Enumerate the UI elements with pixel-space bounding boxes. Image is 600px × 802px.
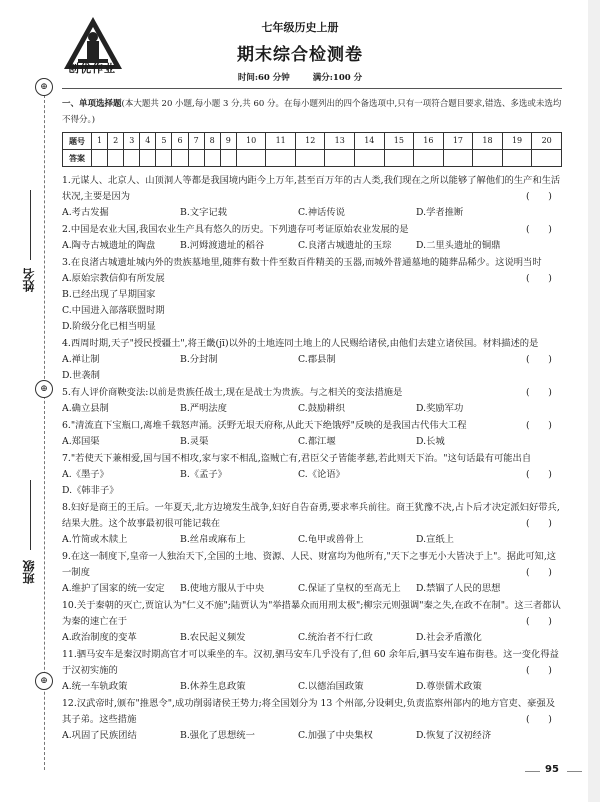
answer-cell[interactable] [443, 150, 473, 167]
option-list [62, 205, 564, 221]
answer-parentheses[interactable]: ( ) [526, 420, 552, 431]
answer-table-number: 5 [156, 133, 172, 150]
option-item[interactable]: D.奖励军功 [416, 403, 464, 414]
answer-table-number: 12 [295, 133, 325, 150]
question-item [62, 336, 564, 384]
question-stem [62, 647, 564, 679]
question-text: 6."清流直下宝瓶口,离堆千载怒声涌。沃野无垠天府称,从此天下绝饿殍"反映的是我国古代伟大工程 [62, 420, 467, 431]
answer-table-number: 20 [532, 133, 562, 150]
question-stem [62, 500, 564, 532]
option-item[interactable]: D.社会矛盾激化 [416, 632, 482, 643]
question-text: 11.驷马安车是秦汉时期高官才可以乘坐的车。汉初,驷马安车几乎没有了,但 60 余年后,驷马安车遍布街巷。这一变化得益于汉初实施的 [62, 649, 559, 676]
exam-content [62, 97, 564, 745]
question-text: 2.中国是农业大国,我国农业生产具有悠久的历史。下列遗存可考证原始农业发展的是 [62, 224, 409, 235]
exam-subtitle: 七年级历史上册 [261, 21, 339, 34]
option-item[interactable]: D.长城 [416, 436, 445, 447]
option-item[interactable]: D.禁锢了人民的思想 [416, 583, 501, 594]
question-text: 10.关于秦朝的灭亡,贾谊认为"仁义不施";陆贾认为"举措暴众而用刑太极";柳宗元则强调"秦之失,在政不在制"。这三者都认为秦的速亡在于 [62, 600, 561, 627]
binding-line [44, 80, 45, 770]
answer-parentheses[interactable]: ( ) [526, 665, 552, 676]
question-text: 7."若使天下兼相爱,国与国不相攻,家与家不相乱,盗贼亡有,君臣父子皆能孝慈,若此则天下治。"这句话最有可能出自 [62, 453, 532, 464]
option-list [62, 630, 564, 646]
option-item[interactable]: A.确立县制 [62, 403, 109, 414]
question-list [62, 173, 564, 744]
class-label: 班级 [22, 560, 36, 584]
option-item[interactable]: B.使地方服从于中央 [180, 583, 265, 594]
question-stem [62, 696, 564, 728]
option-item[interactable]: C.郡县制 [298, 354, 336, 365]
answer-table-number: 16 [414, 133, 444, 150]
question-stem [62, 418, 564, 434]
answer-cell[interactable] [108, 150, 124, 167]
number-row-label: 题号 [63, 133, 92, 150]
option-item[interactable]: C.中国进入部落联盟时期 [62, 305, 165, 316]
option-item[interactable]: B.农民起义频发 [180, 632, 246, 643]
answer-table-number: 2 [108, 133, 124, 150]
answer-table-number: 7 [188, 133, 204, 150]
binding-hole-icon: ⊕ [35, 380, 53, 398]
option-item[interactable]: A.政治制度的变革 [62, 632, 137, 643]
option-item[interactable]: D.《韩非子》 [62, 485, 119, 496]
option-list [62, 581, 564, 597]
question-stem [62, 549, 564, 581]
answer-cell[interactable] [124, 150, 140, 167]
option-list [62, 271, 526, 335]
answer-cell[interactable] [414, 150, 444, 167]
binding-hole-icon: ⊕ [35, 672, 53, 690]
answer-cell[interactable] [266, 150, 296, 167]
full-score: 满分:100 分 [312, 73, 363, 83]
answer-parentheses[interactable]: ( ) [526, 354, 552, 365]
answer-parentheses[interactable]: ( ) [526, 518, 552, 529]
option-list [62, 532, 564, 548]
answer-parentheses[interactable]: ( ) [526, 273, 552, 284]
question-stem [62, 173, 564, 205]
option-item[interactable]: C.加强了中央集权 [298, 730, 373, 741]
option-item[interactable]: A.郑国渠 [62, 436, 100, 447]
answer-table-number: 14 [355, 133, 385, 150]
name-label: 姓名 [22, 268, 36, 292]
option-item[interactable]: C.神话传说 [298, 207, 345, 218]
option-item[interactable]: A.竹简或木牍上 [62, 534, 128, 545]
answer-cell[interactable] [236, 150, 266, 167]
option-item[interactable]: A.巩固了民族团结 [62, 730, 137, 741]
name-underline [30, 190, 31, 260]
answer-parentheses[interactable]: ( ) [526, 191, 552, 202]
question-item [62, 500, 564, 548]
answer-table-number: 15 [384, 133, 414, 150]
option-item[interactable]: A.《墨子》 [62, 469, 109, 480]
answer-table-number: 8 [204, 133, 220, 150]
option-item[interactable]: B.休养生息政策 [180, 681, 246, 692]
option-item[interactable]: B.文字记载 [180, 207, 227, 218]
question-item [62, 173, 564, 221]
question-item [62, 598, 564, 646]
answer-table-number-row [63, 133, 562, 150]
exam-title: 期末综合检测卷 [237, 45, 363, 65]
answer-cell[interactable] [473, 150, 503, 167]
option-item[interactable]: A.原始宗教信仰有所发展 [62, 273, 165, 284]
class-underline [30, 480, 31, 550]
option-item[interactable]: D.尊崇儒术政策 [416, 681, 482, 692]
answer-parentheses[interactable]: ( ) [526, 714, 552, 725]
time-limit: 时间:60 分钟 [237, 73, 290, 83]
option-list [62, 401, 564, 417]
answer-table-answer-row [63, 150, 562, 167]
answer-table-number: 13 [325, 133, 355, 150]
answer-parentheses[interactable]: ( ) [526, 224, 552, 235]
answer-cell[interactable] [92, 150, 108, 167]
option-item[interactable]: C.以德治国政策 [298, 681, 364, 692]
option-item[interactable]: B.灵渠 [180, 436, 209, 447]
section-instructions: (本大题共 20 小题,每小题 3 分,共 60 分。在每小题列出的四个备选项中,只有一项符合题目要求,错选、多选或未选均不得分。) [62, 99, 562, 125]
option-list [62, 434, 564, 450]
answer-table-number: 10 [236, 133, 266, 150]
option-item[interactable]: B.严明法度 [180, 403, 227, 414]
answer-cell[interactable] [172, 150, 188, 167]
question-stem [62, 385, 564, 401]
question-item [62, 549, 564, 597]
option-item[interactable]: D.世袭制 [62, 370, 100, 381]
answer-parentheses[interactable]: ( ) [526, 469, 552, 480]
answer-cell[interactable] [355, 150, 385, 167]
answer-cell[interactable] [156, 150, 172, 167]
brand-name: 创优作业 [68, 62, 116, 75]
section-title: 一、单项选择题 [62, 99, 122, 109]
answer-row-label: 答案 [63, 150, 92, 167]
option-list [62, 352, 526, 384]
option-item[interactable]: D.二里头遗址的铜鼎 [416, 240, 501, 251]
question-item [62, 385, 564, 417]
option-item[interactable]: B.丝帛或麻布上 [180, 534, 246, 545]
question-stem [62, 222, 564, 238]
option-list [62, 679, 564, 695]
question-text: 5.有人评价商鞅变法:以前是贵族任战士,现在是战士为贵族。与之相关的变法措施是 [62, 387, 403, 398]
question-text: 3.在良渚古城遗址城内外的贵族墓地里,随葬有数十件至数百件精美的玉器,而城外普通墓地的随葬品稀少。这说明当时 [62, 257, 542, 268]
option-item[interactable]: B.强化了思想统一 [180, 730, 255, 741]
option-item[interactable]: C.《论语》 [298, 469, 345, 480]
header-divider [62, 88, 562, 89]
question-item [62, 696, 564, 744]
option-item[interactable]: A.陶寺古城遗址的陶盘 [62, 240, 156, 251]
answer-table [62, 132, 562, 167]
answer-parentheses[interactable]: ( ) [526, 567, 552, 578]
option-item[interactable]: C.保证了皇权的至高无上 [298, 583, 401, 594]
answer-parentheses[interactable]: ( ) [526, 616, 552, 627]
question-item [62, 222, 564, 254]
answer-table-number: 18 [473, 133, 503, 150]
answer-table-number: 3 [124, 133, 140, 150]
option-item[interactable]: A.维护了国家的统一安定 [62, 583, 165, 594]
question-item [62, 418, 564, 450]
question-text: 1.元谋人、北京人、山顶洞人等都是我国境内距今上万年,甚至百万年的古人类,我们现在之所以能够了解他们的生产和生活状况,主要是因为 [62, 175, 561, 202]
option-item[interactable]: C.良渚古城遗址的玉琮 [298, 240, 392, 251]
question-text: 9.在这一制度下,皇帝一人独治天下,全国的土地、资源、人民、财富均为他所有,"天下之事无小大皆决于上"。据此可知,这一制度 [62, 551, 557, 578]
answer-table-number: 6 [172, 133, 188, 150]
option-item[interactable]: D.恢复了汉初经济 [416, 730, 492, 741]
answer-cell[interactable] [532, 150, 562, 167]
page-number: 95 [545, 764, 559, 775]
answer-cell[interactable] [502, 150, 532, 167]
answer-table-number: 1 [92, 133, 108, 150]
question-item [62, 255, 564, 335]
option-list [62, 728, 564, 744]
option-item[interactable]: C.都江堰 [298, 436, 336, 447]
option-item[interactable]: A.统一车轨政策 [62, 681, 128, 692]
exam-meta [0, 71, 600, 83]
option-item[interactable]: D.宣纸上 [416, 534, 454, 545]
answer-cell[interactable] [204, 150, 220, 167]
question-item [62, 647, 564, 695]
binding-hole-icon: ⊕ [35, 78, 53, 96]
question-item [62, 451, 564, 499]
answer-table-number: 17 [443, 133, 473, 150]
answer-table-number: 9 [220, 133, 236, 150]
section-heading [62, 97, 564, 128]
option-list [62, 467, 526, 499]
answer-cell[interactable] [140, 150, 156, 167]
option-item[interactable]: D.阶级分化已相当明显 [62, 321, 156, 332]
answer-table-number: 4 [140, 133, 156, 150]
answer-parentheses[interactable]: ( ) [526, 387, 552, 398]
question-text: 4.西周时期,天子"授民授疆土",将王畿(jī)以外的土地连同土地上的人民赐给诸侯,由他们去建立诸侯国。材料描述的是 [62, 338, 539, 349]
answer-table-number: 19 [502, 133, 532, 150]
option-item[interactable]: A.禅让制 [62, 354, 100, 365]
option-item[interactable]: C.统治者不行仁政 [298, 632, 373, 643]
option-item[interactable]: D.学者推断 [416, 207, 464, 218]
option-item[interactable]: B.《孟子》 [180, 469, 227, 480]
option-item[interactable]: B.分封制 [180, 354, 218, 365]
option-item[interactable]: C.鼓励耕织 [298, 403, 345, 414]
option-item[interactable]: B.已经出现了早期国家 [62, 289, 156, 300]
answer-cell[interactable] [295, 150, 325, 167]
answer-cell[interactable] [220, 150, 236, 167]
question-stem [62, 598, 564, 630]
question-text: 12.汉武帝时,颁布"推恩令",成功削弱诸侯王势力;将全国划分为 13 个州部,分设刺史,负责监察州部内的地方官吏、豪强及其子弟。这些措施 [62, 698, 555, 725]
answer-table-number: 11 [266, 133, 296, 150]
answer-cell[interactable] [384, 150, 414, 167]
question-text: 8.妇好是商王的王后。一年夏天,北方边境发生战争,妇好自告奋勇,要求率兵前往。商王犹豫不决,占卜后才决定派妇好带兵,结果大胜。这个故事最初很可能记载在 [62, 502, 560, 529]
option-item[interactable]: C.龟甲或兽骨上 [298, 534, 364, 545]
option-item[interactable]: B.河姆渡遗址的稻谷 [180, 240, 265, 251]
answer-cell[interactable] [188, 150, 204, 167]
page-edge [588, 0, 600, 802]
option-list [62, 238, 564, 254]
option-item[interactable]: A.考古发掘 [62, 207, 109, 218]
answer-cell[interactable] [325, 150, 355, 167]
